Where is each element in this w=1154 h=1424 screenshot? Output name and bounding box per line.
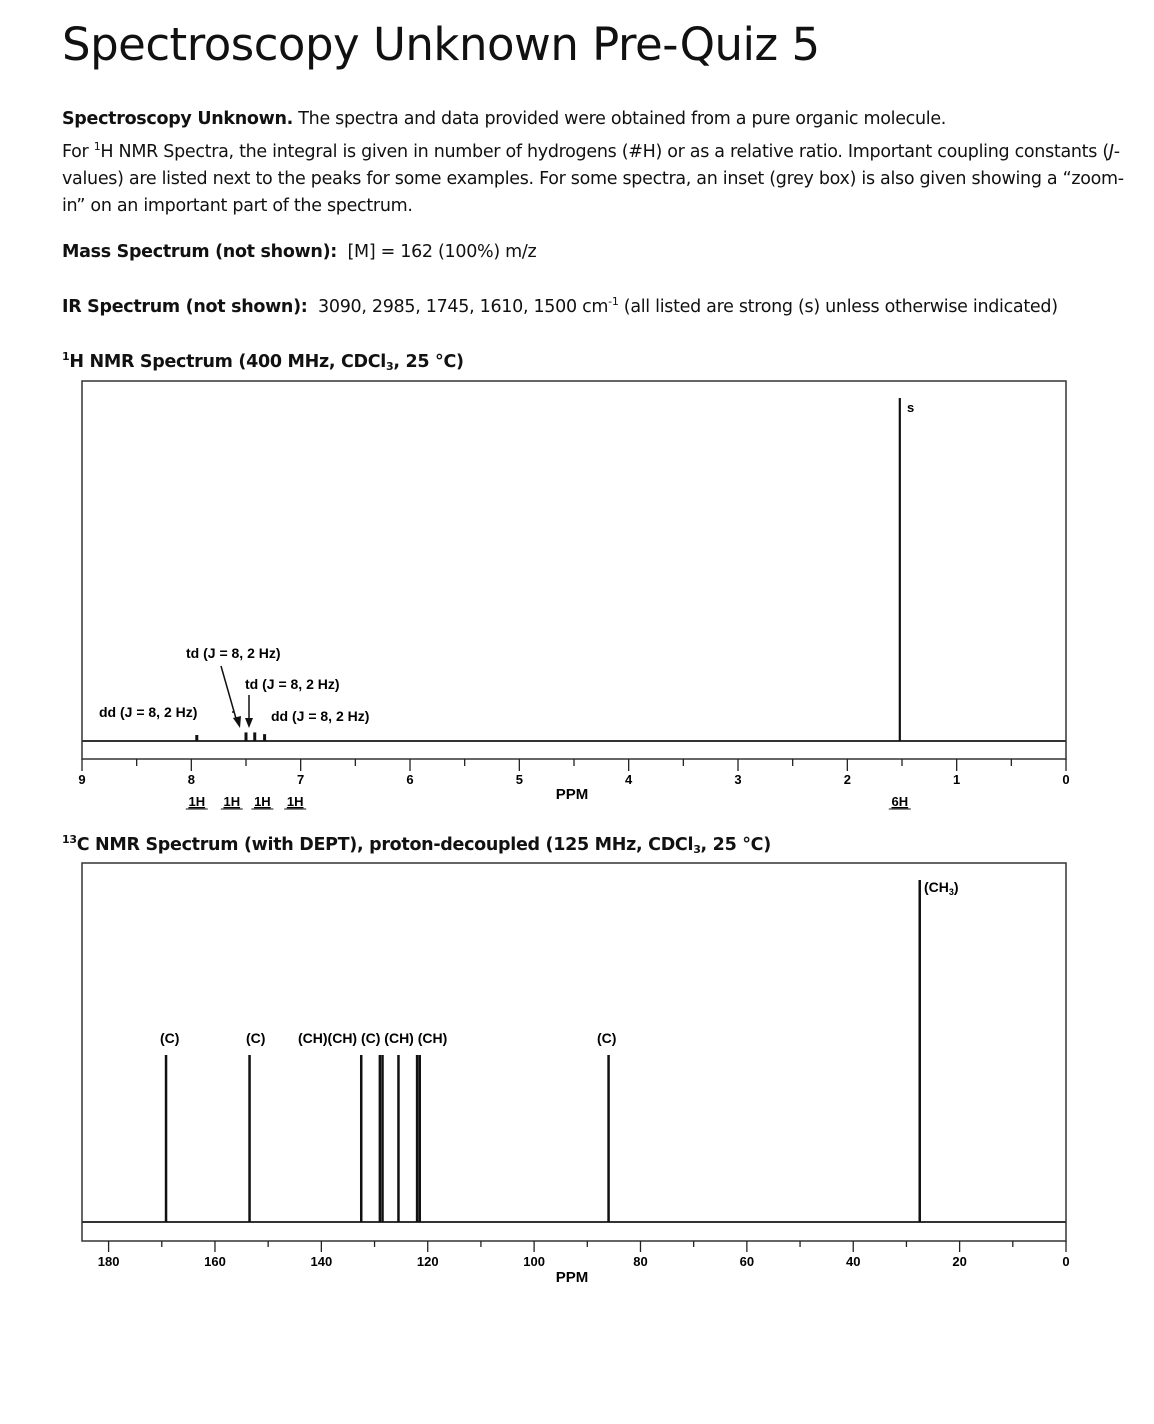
- intro-text: The spectra and data provided were obtained from a pure organic molecule.: [293, 109, 947, 129]
- h-arrowhead-1: [233, 716, 241, 728]
- h-arrowhead-2: [245, 718, 253, 728]
- h-tick-label: 0: [1062, 772, 1070, 787]
- h-tick-label: 7: [297, 772, 305, 787]
- c-label-group: (CH)(CH) (C) (CH) (CH): [298, 1030, 448, 1046]
- h-tick-label: 2: [843, 772, 851, 787]
- c-tick-label: 80: [633, 1254, 648, 1269]
- cnmr-sub: 3: [693, 843, 701, 856]
- c-label-ch3: $(CH_3)$: [924, 879, 959, 897]
- h-label-td2: td (J = 8, 2 Hz): [245, 676, 340, 692]
- h-arrow-1: [221, 666, 237, 722]
- cnmr-label-end: , 25 °C): [700, 835, 771, 855]
- ir-value-sup: -1: [608, 295, 619, 308]
- h-tick-label: 8: [187, 772, 195, 787]
- hnmr-label: H NMR Spectrum (400 MHz, CDCl: [69, 352, 386, 372]
- h-integral: 1H: [223, 794, 241, 809]
- h-tick-label: 4: [625, 772, 633, 787]
- h-tick-label: 5: [515, 772, 523, 787]
- c-xlabel: PPM: [555, 1269, 589, 1286]
- hnmr-sub: 3: [386, 360, 394, 373]
- intro-j: J: [1108, 142, 1114, 162]
- c-tick-label: 60: [739, 1254, 755, 1269]
- intro-line2-b: H NMR Spectra, the integral is given in number of hydrogens (#H) or as a relative ratio. Important coupling constants (: [100, 142, 1109, 162]
- c-label-c1: (C): [160, 1030, 180, 1046]
- h-integral: 1H: [188, 794, 206, 809]
- c-tick-label: 0: [1062, 1254, 1070, 1269]
- ir-value-rest: (all listed are strong (s) unless otherwise indicated): [618, 297, 1058, 317]
- page-title: Spectroscopy Unknown Pre-Quiz 5: [62, 18, 820, 71]
- c-nmr-chart: [0, 855, 1154, 1295]
- cnmr-label: C NMR Spectrum (with DEPT), proton-decoupled (125 MHz, CDCl: [76, 835, 694, 855]
- h-tick-label: 1: [953, 772, 961, 787]
- h-integral: 1H: [286, 794, 304, 809]
- hnmr-label-end: , 25 °C): [393, 352, 464, 372]
- h-tick-label: 3: [734, 772, 742, 787]
- intro-line2-sup: 1: [93, 140, 101, 153]
- h-label-dd1: dd (J = 8, 2 Hz): [99, 704, 198, 720]
- c-tick-label: 120: [416, 1254, 439, 1269]
- h-xlabel: PPM: [555, 786, 589, 803]
- ir-value: 3090, 2985, 1745, 1610, 1500 cm: [318, 297, 609, 317]
- intro-bold: Spectroscopy Unknown.: [62, 109, 293, 129]
- h-tick-label: 6: [406, 772, 414, 787]
- h-integral: 6H: [891, 794, 909, 809]
- cnmr-sup: 13: [62, 833, 77, 846]
- h-tick-label: 9: [78, 772, 86, 787]
- h-nmr-chart: [0, 370, 1154, 820]
- c-label-c3: (C): [597, 1030, 617, 1046]
- intro-line2-c: -values) are listed next to the peaks for some examples. For some spectra, an inset (grey box) is also given showing a “zoom-in” on an important part of the spectrum.: [62, 142, 1124, 216]
- c-tick-label: 140: [310, 1254, 333, 1269]
- c-tick-label: 20: [952, 1254, 967, 1269]
- hnmr-sup: 1: [62, 350, 70, 363]
- intro-paragraph: [62, 106, 1142, 220]
- mass-label: Mass Spectrum (not shown):: [62, 242, 337, 262]
- ir-spectrum-line: [62, 295, 1058, 317]
- h-label-s: s: [907, 400, 915, 415]
- c-tick-label: 100: [523, 1254, 545, 1269]
- c-tick-label: 40: [846, 1254, 861, 1269]
- h-label-td1: td (J = 8, 2 Hz): [186, 645, 281, 661]
- c-chart-frame: [82, 863, 1066, 1241]
- ir-label: IR Spectrum (not shown):: [62, 297, 308, 317]
- h-integral: 1H: [254, 794, 271, 809]
- c-label-c2: (C): [246, 1030, 266, 1046]
- intro-line2-a: For: [62, 142, 94, 162]
- mass-value: [M] = 162 (100%) m/z: [347, 242, 537, 262]
- h-chart-frame: [82, 381, 1066, 759]
- h-label-dd2: dd (J = 8, 2 Hz): [271, 708, 370, 724]
- mass-spectrum-line: [62, 242, 536, 262]
- c-tick-label: 180: [97, 1254, 120, 1269]
- c-tick-label: 160: [204, 1254, 226, 1269]
- cnmr-heading: [62, 833, 771, 856]
